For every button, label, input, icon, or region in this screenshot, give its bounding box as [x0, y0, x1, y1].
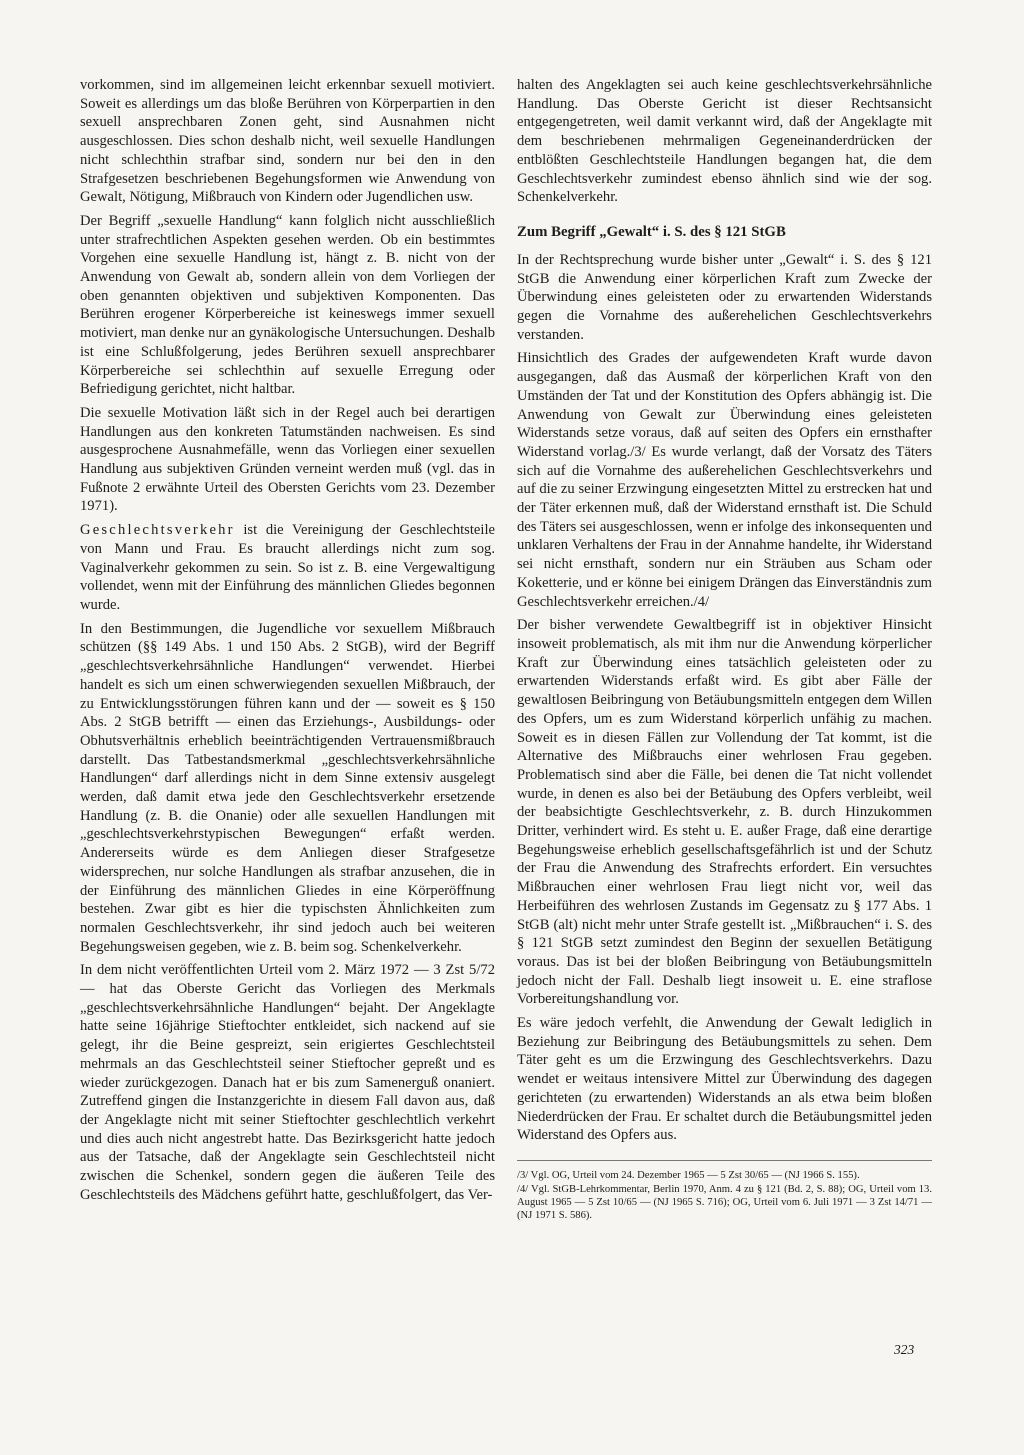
paragraph: vorkommen, sind im allgemeinen leicht erkennbar sexuell motiviert. Soweit es allerdings um das bloße Berühren von Körperpartien in den sexuell ansprechbaren Zonen geht, sind Ausnahmen nicht ausgeschlossen. Dies schon deshalb nicht, weil sexuelle Handlungen nicht schlechthin strafbar sind, sondern nur bei den in den Strafgesetzen beschriebenen Begehungsformen wie Anwendung von Gewalt, Nötigung, Mißbrauch von Kindern oder Jugendlichen usw.	[80, 77, 495, 206]
right-column	[517, 76, 932, 1223]
paragraph: In den Bestimmungen, die Jugendliche vor sexuellem Mißbrauch schützen (§§ 149 Abs. 1 und 150 Abs. 2 StGB), wird der Begriff „geschlechtsverkehrsähnliche Handlungen“ verwendet. Hierbei handelt es sich um einen schwerwiegenden sexuellen Mißbrauch, der zu Entwicklungsstörungen führen kann und der — soweit es § 150 Abs. 2 StGB betrifft — einen das Erziehungs-, Ausbildungs- oder Obhutsverhältnis erheblich beeinträchtigenden Vertrauensmißbrauch darstellt. Das Tatbestandsmerkmal „geschlechtsverkehrsähnliche Handlungen“ darf allerdings nicht in dem Sinne extensiv ausgelegt werden, daß damit etwa jede den Geschlechtsverkehr ersetzende Handlung (z. B. die Onanie) oder alle sexuellen Handlungen mit „geschlechtsverkehrstypischen Bewegungen“ erfaßt werden. Andererseits würde es dem Anliegen dieser Strafgesetze widersprechen, nur solche Handlungen als strafbar anzusehen, die in der Einführung des männlichen Gliedes in eine Körperöffnung bestehen. Zwar gibt es hier die typischsten Ähnlichkeiten zum normalen Geschlechtsverkehr, ihr sind jedoch auch bei weiteren Begehungsweisen gegeben, wie z. B. beim sog. Schenkelverkehr.	[80, 620, 495, 955]
paragraph: Hinsichtlich des Grades der aufgewendeten Kraft wurde davon ausgegangen, daß das Ausmaß der körperlichen Kraft von den Umständen der Tat und der Konstitution des Opfers abhängig ist. Die Anwendung von Gewalt zur Überwindung eines geleisteten Widerstands setze voraus, daß auf seiten des Opfers ein ernsthafter Widerstand vorlag./3/ Es wurde verlangt, daß der Vorsatz des Täters sich auf die Vornahme des außerehelichen Geschlechtsverkehrs und auf die zu seiner Erzwingung eingesetzten Mittel zu erstrecken hat und der Täter erkennen muß, daß der Widerstand ernsthaft ist. Die Schuld des Täters sei ausgeschlossen, wenn er infolge des inkonsequenten und unklaren Verhaltens der Frau in der Annahme handelte, ihr Widerstand sei nicht ernsthaft, sondern nur ein Sträuben aus Scham oder Koketterie, und er könne bei einigem Drängen das Einverständnis zum Geschlechtsverkehr erreichen./4/	[517, 350, 932, 610]
paragraph: Der Begriff „sexuelle Handlung“ kann folglich nicht ausschließlich unter strafrechtlichen Aspekten gesehen werden. Ob ein bestimmtes Vorgehen eine sexuelle Handlung ist, hängt z. B. nicht von der Anwendung von Gewalt ab, sondern allein von dem Vorliegen der oben genannten objektiven und subjektiven Komponenten. Das Berühren erogener Körperbereiche ist keineswegs immer sexuell motiviert, man denke nur an gynäkologische Untersuchungen. Deshalb ist eine Schlußfolgerung, jedes Berühren sexuell ansprechbarer Körperbereiche sei schlechthin auf sexuelle Erregung oder Befriedigung gerichtet, nicht haltbar.	[80, 212, 495, 398]
footnote: /4/ Vgl. StGB-Lehrkommentar, Berlin 1970, Anm. 4 zu § 121 (Bd. 2, S. 88); OG, Urteil vom 13. August 1965 — 5 Zst 10/65 — (NJ 1965 S. 716); OG, Urteil vom 6. Juli 1971 — 3 Zst 14/71 — (NJ 1971 S. 586).	[517, 1183, 932, 1221]
paragraph-geschlechtsverkehr	[80, 521, 495, 615]
paragraph: Es wäre jedoch verfehlt, die Anwendung der Gewalt lediglich in Beziehung zur Beibringung des Betäubungsmittels zu sehen. Dem Täter geht es um die Erzwingung des Geschlechtsverkehrs. Dazu wendet er weitaus intensivere Mittel zur Überwindung des dagegen gerichteten (zu erwartenden) Widerstands an als etwa beim bloßen Niederdrücken der Frau. Er schaltet durch die Betäubungsmittel jeden Widerstand des Opfers aus.	[517, 1015, 932, 1144]
spaced-term: Geschlechtsverkehr	[80, 522, 235, 539]
paragraph: Die sexuelle Motivation läßt sich in der Regel auch bei derartigen Handlungen aus den konkreten Tatumständen nachweisen. Es sind ausgesprochene Ausnahmefälle, wenn das Vorliegen einer sexuellen Handlung aus subjektiven Gründen verneint werden muß (vgl. das in Fußnote 2 erwähnte Urteil des Obersten Gerichts vom 23. Dezember 1971).	[80, 404, 495, 515]
paragraph: In der Rechtsprechung wurde bisher unter „Gewalt“ i. S. des § 121 StGB die Anwendung einer körperlichen Kraft zum Zwecke der Überwindung eines geleisteten oder zu erwartenden Widerstands gegen die Vornahme des außerehelichen Geschlechtsverkehrs verstanden.	[517, 251, 932, 343]
footnote-divider	[517, 1160, 932, 1161]
left-column	[80, 76, 495, 1209]
paragraph: In dem nicht veröffentlichten Urteil vom 2. März 1972 — 3 Zst 5/72 — hat das Oberste Gericht das Vorliegen des Merkmals „geschlechtsverkehrsähnliche Handlungen“ bejaht. Der Angeklagte hatte seine 16jährige Stieftochter entkleidet, sich nackend auf sie gelegt, ihr die Beine gespreizt, sein erigiertes Geschlechtsteil mehrmals an das Geschlechtsteil seiner Stieftocher gepreßt und es wieder zurückgezogen. Danach hat er bis zum Samenerguß onaniert. Zutreffend gingen die Instanzgerichte in diesem Fall davon aus, daß der Angeklagte nicht mit seiner Stieftochter geschlechtlich verkehrt und dies auch nicht angestrebt hatte. Das Bezirksgericht hatte jedoch aus der Tatsache, daß der Angeklagte sein Geschlechtsteil nicht zwischen die Schenkel, sondern gegen die äußeren Teile des Geschlechtsteils des Mädchens geführt hatte, geschlußfolgert, das Ver-	[80, 962, 495, 1203]
footnote: /3/ Vgl. OG, Urteil vom 24. Dezember 1965 — 5 Zst 30/65 — (NJ 1966 S. 155).	[517, 1169, 860, 1181]
page-number: 323	[894, 1342, 915, 1357]
section-heading: Zum Begriff „Gewalt“ i. S. des § 121 StGB	[517, 223, 786, 240]
paragraph: Der bisher verwendete Gewaltbegriff ist in objektiver Hinsicht insoweit problematisch, als mit ihm nur die Anwendung körperlicher Kraft zur Überwindung eines tatsächlich geleisteten oder zu erwartenden Widerstands erfaßt wird. Es gibt aber Fälle der gewaltlosen Beibringung von Betäubungsmitteln entgegen dem Willen des Opfers, um es zum Widerstand körperlich unfähig zu machen. Soweit es in diesen Fällen zur Vollendung der Tat kommt, ist die Alternative des Mißbrauchs einer wehrlosen Frau gegeben. Problematisch sind aber die Fälle, bei denen die Tat nicht vollendet wurde, in denen es also bei der Betäubung des Opfers verbleibt, weil der beabsichtigte Geschlechtsverkehr, z. B. durch Hinzukommen Dritter, verhindert wird. Es steht u. E. außer Frage, daß eine derartige Begehungsweise erheblich gesellschaftsgefährlich ist und der Schutz der Frau die Anwendung des Strafrechts erfordert. Ein versuchtes Mißbrauchen einer wehrlosen Frau liegt nicht vor, weil das Herbeiführen des wehrlosen Zustands im Gegensatz zu § 177 Abs. 1 StGB (alt) nicht mehr unter Strafe gestellt ist. „Mißbrauchen“ i. S. des § 121 StGB setzt zumindest den Beginn der sexuellen Betätigung voraus. Das ist bei der bloßen Beibringung von Betäubungsmitteln jedoch nicht der Fall. Deshalb liegt insoweit u. E. eine straflose Vorbereitungshandlung vor.	[517, 617, 932, 1008]
paragraph: halten des Angeklagten sei auch keine geschlechtsverkehrsähnliche Handlung. Das Oberste Gericht ist dieser Rechtsansicht entgegengetreten, weil damit verkannt wird, daß der Angeklagte mit dem beschriebenen mehrmaligen Gegeneinanderdrücken der entblößten Geschlechtsteile Handlungen begangen hat, die dem Geschlechtsverkehr zumindest ebenso ähnlich sind wie der sog. Schenkelverkehr.	[517, 77, 932, 206]
paragraph-text: ist die Vereinigung der Geschlechtsteile von Mann und Frau. Es braucht allerdings nicht zum sog. Vaginalverkehr gekommen zu sein. So ist z. B. eine Vergewaltigung vollendet, wenn mit der Einführung des männlichen Gliedes begonnen wurde.	[80, 522, 495, 613]
